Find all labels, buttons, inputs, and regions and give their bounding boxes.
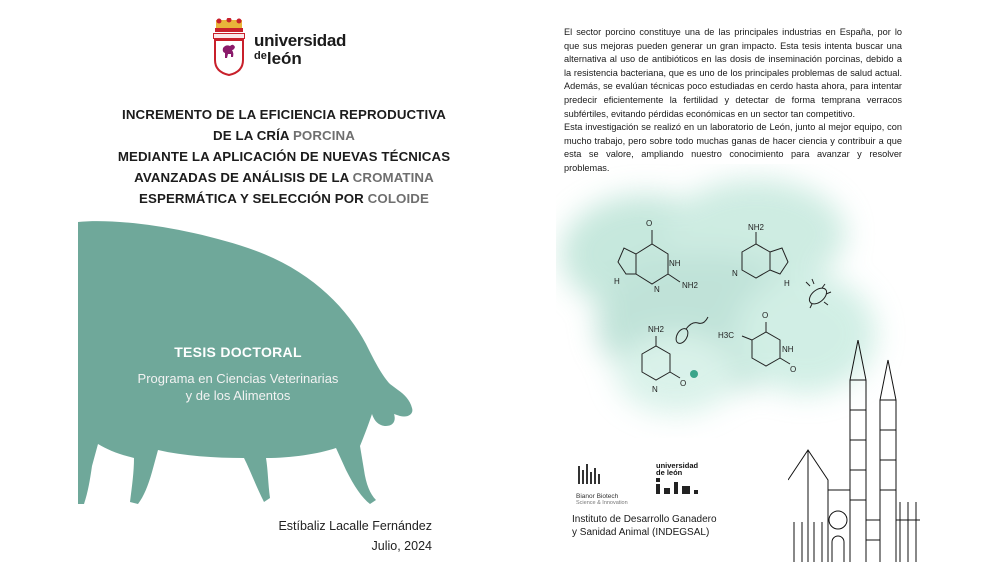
title-line-3: MEDIANTE LA APLICACIÓN DE NUEVAS TÉCNICAS (117, 149, 451, 164)
guanine-n-label: N (654, 285, 660, 294)
title-line-1: INCREMENTO DE LA EFICIENCIA REPRODUCTIVA (122, 107, 446, 122)
bianor-logo-icon (576, 462, 610, 486)
adenine-h-label: H (784, 279, 790, 288)
sponsor-bianor (576, 462, 646, 506)
thesis-heading: TESIS DOCTORAL (174, 344, 302, 360)
cytosine-n-label: N (652, 385, 658, 394)
adenine-n-label: N (732, 269, 738, 278)
university-wordmark (254, 32, 346, 67)
university-logo (210, 18, 400, 80)
abstract-paragraph-1: El sector porcino constituye una de las principales industrias en España, por lo que sus mejoras pueden generar un gran impacto. Esta tesis intenta buscar una alternativa al uso de antibióticos en las dosis de inseminación porcinas, debido a la resistencia bacteriana, que es uno de los principales problemas de salud actual. Además, se evalúan técnicas poco estudiadas en cerdo hasta ahora, para intentar predecir eficientemente la fertilidad y detectar de forma temprana verracos subfértiles, evitando pérdidas económicas en un sector tan competitivo. (564, 27, 902, 119)
university-crest-icon (210, 18, 248, 76)
sponsor-uni-line-2: de león (656, 468, 683, 477)
logo-line-1: universidad (254, 31, 347, 50)
logo-line-2 (254, 50, 346, 67)
guanine-o-label: O (646, 219, 653, 228)
cytosine-o-label: O (680, 379, 687, 388)
thymine-nh-label: NH (782, 345, 794, 354)
sponsor-universidad-leon (656, 462, 716, 501)
title-line-2-text: DE LA CRÍA (213, 128, 293, 143)
bianor-tagline: Science & Innovation (576, 500, 628, 506)
title-line-5-text: ESPERMÁTICA Y SELECCIÓN POR (139, 191, 368, 206)
program-line-1: Programa en Ciencias Veterinarias (137, 371, 339, 386)
abstract-paragraph-2: Esta investigación se realizó en un laboratorio de León, junto al mejor equipo, con mucho trabajo, pero sobre todo muchas ganas de hacer ciencia y contribuir a que esta se valore, ampliando nuestro conocimiento para avanzar y resolver problemas. (564, 122, 902, 173)
program-name (118, 370, 358, 404)
title-highlight-porcina: PORCINA (292, 128, 355, 143)
author-block (278, 516, 432, 556)
thesis-title (98, 104, 470, 209)
bianor-name: Bianor Biotech (576, 493, 619, 500)
thymine-h3c-label: H3C (718, 331, 735, 340)
title-line-4-text: AVANZADAS DE ANÁLISIS DE LA (134, 170, 353, 185)
publication-date: Julio, 2024 (371, 539, 432, 553)
university-mark-icon (656, 476, 700, 496)
thymine-o2-label: O (790, 365, 797, 374)
cover-front-page (78, 0, 490, 562)
title-line-5 (98, 188, 470, 209)
guanine-nh2-label: NH2 (682, 281, 699, 290)
institute-line-1: Instituto de Desarrollo Ganadero (572, 514, 717, 525)
guanine-h-label: H (614, 277, 620, 286)
title-line-4 (98, 167, 470, 188)
institute-name (572, 513, 717, 539)
title-highlight-coloide: COLOIDE (367, 191, 429, 206)
adenine-nh2-label: NH2 (748, 223, 765, 232)
thesis-label (118, 344, 358, 404)
cathedral-drawing (788, 340, 920, 562)
abstract (564, 26, 902, 176)
author-name: Estíbaliz Lacalle Fernández (278, 519, 432, 533)
cytosine-nh2-label: NH2 (648, 325, 665, 334)
title-line-2 (98, 125, 470, 146)
title-highlight-cromatina: CROMATINA (352, 170, 434, 185)
sponsor-uni-line-1: universidad (656, 461, 699, 470)
guanine-nh-label: NH (669, 259, 681, 268)
logo-de: de (254, 50, 267, 62)
institute-line-2: y Sanidad Animal (INDEGSAL) (572, 527, 710, 538)
program-line-2: y de los Alimentos (185, 388, 291, 403)
logo-leon: león (266, 49, 302, 68)
thymine-o-label: O (762, 311, 769, 320)
cover-back-page (548, 0, 920, 562)
